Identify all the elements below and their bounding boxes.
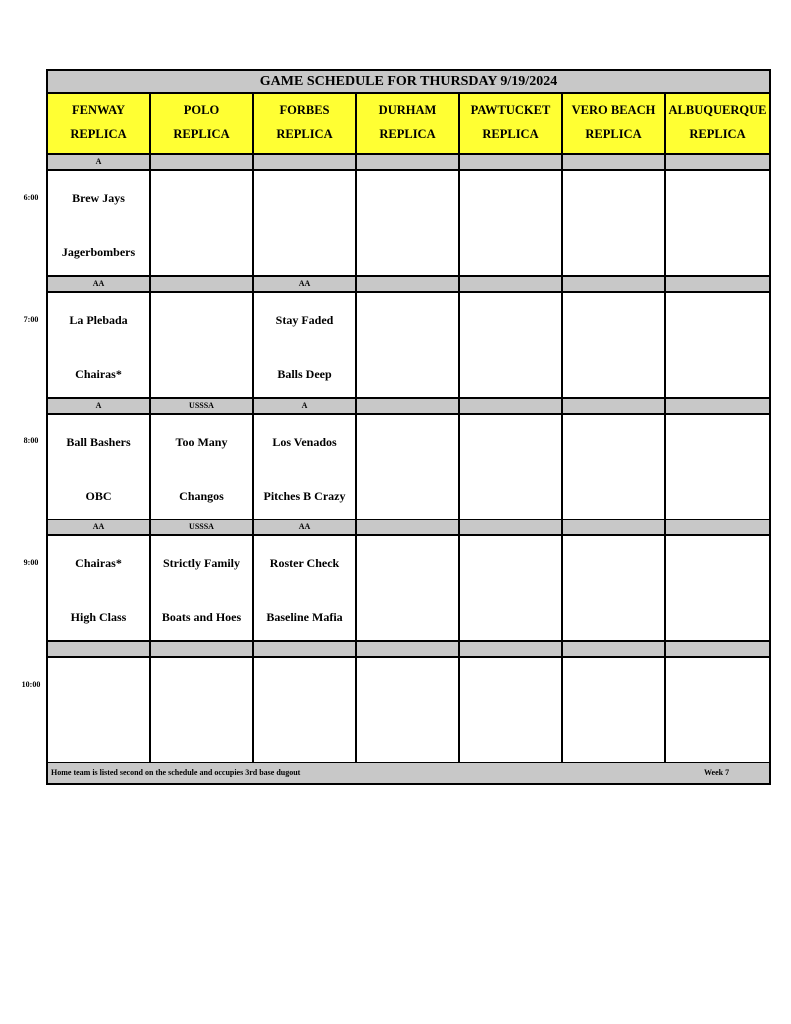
time-label: 9:00	[23, 558, 39, 567]
home-team: Pitches B Crazy	[263, 489, 346, 503]
game-cell	[563, 658, 666, 764]
game-cell	[151, 658, 254, 764]
game-cell	[254, 415, 357, 521]
division-label: AA	[48, 520, 151, 536]
game-cell	[357, 293, 460, 399]
field-subtitle: REPLICA	[276, 127, 333, 141]
division-label	[666, 642, 769, 658]
field-header	[357, 94, 460, 155]
division-label	[357, 277, 460, 293]
game-cell	[666, 415, 769, 521]
game-cell	[563, 536, 666, 642]
division-label: A	[254, 399, 357, 415]
away-team: Los Venados	[272, 435, 337, 449]
field-name: FORBES	[279, 103, 330, 117]
game-cell	[460, 536, 563, 642]
division-label	[254, 642, 357, 658]
time-label: 7:00	[23, 315, 39, 324]
game-cell	[151, 415, 254, 521]
game-cell	[357, 658, 460, 764]
division-label: AA	[254, 277, 357, 293]
home-team: High Class	[70, 610, 127, 624]
game-cell	[48, 415, 151, 521]
division-label	[563, 520, 666, 536]
division-label	[48, 642, 151, 658]
away-team: Stay Faded	[275, 313, 334, 327]
division-label: AA	[254, 520, 357, 536]
game-cell	[254, 293, 357, 399]
field-header	[563, 94, 666, 155]
division-label	[151, 642, 254, 658]
away-team: Too Many	[175, 435, 228, 449]
field-header	[48, 94, 151, 155]
game-cell	[666, 171, 769, 277]
home-team: Changos	[179, 489, 224, 503]
division-label: USSSA	[151, 399, 254, 415]
division-label	[151, 277, 254, 293]
field-subtitle: REPLICA	[70, 127, 127, 141]
field-subtitle: REPLICA	[173, 127, 230, 141]
footer-bar	[48, 763, 769, 783]
game-cell	[666, 658, 769, 764]
division-label	[357, 642, 460, 658]
game-cell	[151, 536, 254, 642]
away-team: Chairas*	[75, 556, 122, 570]
game-cell	[357, 171, 460, 277]
game-cell	[254, 658, 357, 764]
division-label	[460, 642, 563, 658]
division-label: USSSA	[151, 520, 254, 536]
game-cell	[254, 171, 357, 277]
game-cell	[460, 415, 563, 521]
field-header	[254, 94, 357, 155]
away-team: Ball Bashers	[66, 435, 131, 449]
game-cell	[151, 171, 254, 277]
time-label: 6:00	[23, 193, 39, 202]
division-label	[460, 520, 563, 536]
division-label: AA	[48, 277, 151, 293]
division-label	[254, 155, 357, 171]
field-name: DURHAM	[378, 103, 437, 117]
game-cell	[563, 293, 666, 399]
home-team: Jagerbombers	[61, 245, 136, 259]
home-team: Chairas*	[75, 367, 122, 381]
away-team: Strictly Family	[163, 556, 240, 570]
game-cell	[563, 171, 666, 277]
field-name: ALBUQUERQUE	[668, 103, 767, 117]
home-team: Boats and Hoes	[161, 610, 242, 624]
division-label	[460, 277, 563, 293]
division-label	[666, 277, 769, 293]
game-cell	[48, 293, 151, 399]
away-team: Brew Jays	[72, 191, 125, 205]
division-label	[460, 155, 563, 171]
away-team: Roster Check	[269, 556, 340, 570]
week-label: Week 7	[704, 768, 730, 777]
time-label: 10:00	[21, 680, 41, 689]
away-team: La Plebada	[69, 313, 128, 327]
game-cell	[357, 536, 460, 642]
game-cell	[666, 536, 769, 642]
field-subtitle: REPLICA	[689, 127, 746, 141]
home-team: Balls Deep	[277, 367, 332, 381]
field-header	[460, 94, 563, 155]
division-label	[563, 399, 666, 415]
home-team: Baseline Mafia	[266, 610, 343, 624]
field-header	[666, 94, 769, 155]
division-label	[666, 155, 769, 171]
field-name: PAWTUCKET	[470, 103, 551, 117]
home-team: OBC	[85, 489, 112, 503]
field-name: POLO	[183, 103, 220, 117]
division-label	[563, 277, 666, 293]
field-header	[151, 94, 254, 155]
field-subtitle: REPLICA	[482, 127, 539, 141]
division-label: A	[48, 399, 151, 415]
game-cell	[48, 658, 151, 764]
division-label	[563, 642, 666, 658]
game-cell	[460, 171, 563, 277]
division-label	[460, 399, 563, 415]
schedule-table	[46, 69, 771, 785]
game-cell	[151, 293, 254, 399]
field-name: FENWAY	[71, 103, 126, 117]
division-label	[357, 520, 460, 536]
home-team-note: Home team is listed second on the schedule and occupies 3rd base dugout	[51, 768, 301, 777]
time-label: 8:00	[23, 436, 39, 445]
game-cell	[48, 536, 151, 642]
game-cell	[48, 171, 151, 277]
game-cell	[357, 415, 460, 521]
game-cell	[563, 415, 666, 521]
division-label	[666, 399, 769, 415]
division-label	[357, 399, 460, 415]
game-cell	[254, 536, 357, 642]
schedule-title: GAME SCHEDULE FOR THURSDAY 9/19/2024	[48, 71, 769, 94]
field-subtitle: REPLICA	[585, 127, 642, 141]
division-label	[666, 520, 769, 536]
division-label	[151, 155, 254, 171]
division-label	[357, 155, 460, 171]
division-label	[563, 155, 666, 171]
field-name: VERO BEACH	[571, 103, 656, 117]
division-label: A	[48, 155, 151, 171]
game-cell	[460, 293, 563, 399]
field-subtitle: REPLICA	[379, 127, 436, 141]
game-cell	[666, 293, 769, 399]
game-cell	[460, 658, 563, 764]
